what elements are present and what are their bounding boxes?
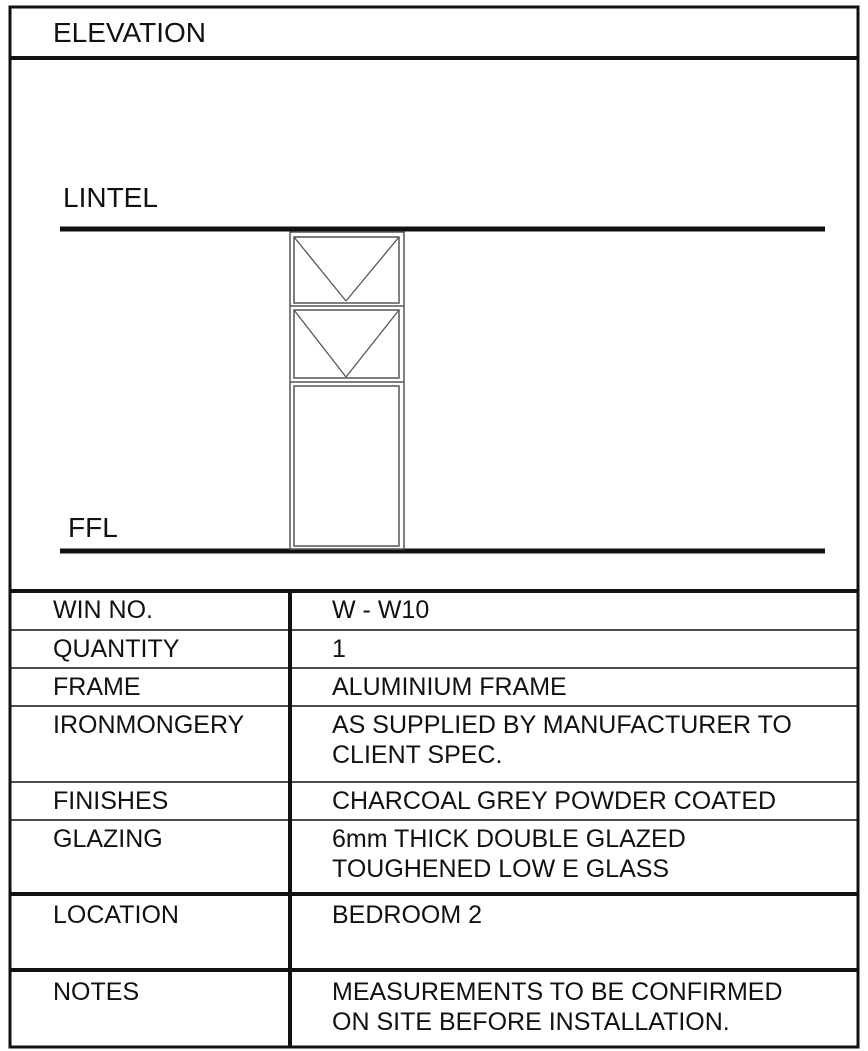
opening-indicator-top-left bbox=[294, 237, 346, 301]
elevation-title: ELEVATION bbox=[53, 17, 207, 48]
value-glazing-line-2: TOUGHENED LOW E GLASS bbox=[332, 855, 670, 883]
label-glazing: GLAZING bbox=[53, 825, 163, 853]
label-quantity: QUANTITY bbox=[53, 635, 180, 663]
opening-indicator-middle-left bbox=[294, 310, 346, 377]
value-frame: ALUMINIUM FRAME bbox=[332, 673, 567, 701]
lintel-label: LINTEL bbox=[63, 182, 158, 213]
opening-indicator-top-right bbox=[346, 237, 399, 301]
awning-sash-middle bbox=[294, 310, 399, 378]
value-finishes: CHARCOAL GREY POWDER COATED bbox=[332, 787, 777, 815]
value-ironmongery-line-2: CLIENT SPEC. bbox=[332, 741, 503, 769]
value-quantity: 1 bbox=[332, 635, 346, 663]
window-outer-frame bbox=[290, 232, 404, 549]
label-finishes: FINISHES bbox=[53, 787, 169, 815]
value-notes-line-1: MEASUREMENTS TO BE CONFIRMED bbox=[332, 978, 783, 1006]
value-location: BEDROOM 2 bbox=[332, 901, 483, 929]
sheet-border bbox=[10, 7, 858, 1047]
label-notes: NOTES bbox=[53, 978, 140, 1006]
ffl-label: FFL bbox=[68, 512, 118, 543]
label-ironmongery: IRONMONGERY bbox=[53, 711, 245, 739]
window-elevation bbox=[290, 232, 404, 549]
awning-sash-top bbox=[294, 237, 399, 303]
opening-indicator-middle-right bbox=[346, 310, 399, 377]
value-notes-line-2: ON SITE BEFORE INSTALLATION. bbox=[332, 1008, 730, 1036]
label-win-no: WIN NO. bbox=[53, 596, 153, 624]
label-frame: FRAME bbox=[53, 673, 141, 701]
fixed-pane bbox=[294, 386, 399, 546]
value-win-no: W - W10 bbox=[332, 596, 430, 624]
value-glazing-line-1: 6mm THICK DOUBLE GLAZED bbox=[332, 825, 686, 853]
value-ironmongery-line-1: AS SUPPLIED BY MANUFACTURER TO bbox=[332, 711, 792, 739]
label-location: LOCATION bbox=[53, 901, 179, 929]
